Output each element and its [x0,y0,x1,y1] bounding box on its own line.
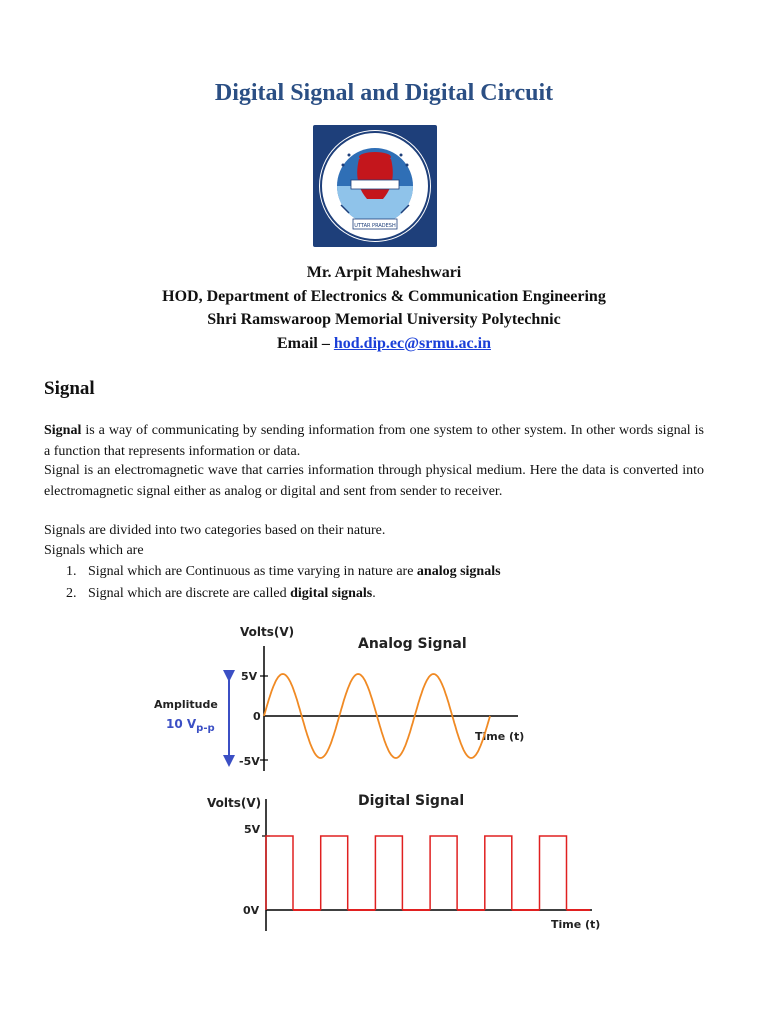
university-logo [313,125,437,247]
signal-term: Signal [44,423,82,438]
analog-ylabel: Volts(V) [240,625,295,639]
author-institution: Shri Ramswaroop Memorial University Polytechnic [207,311,561,328]
email-label: Email – [276,334,334,352]
amplitude-label: Amplitude [154,698,218,711]
analog-tick-label-0: 0 [253,710,261,723]
signal-types-list [44,561,501,605]
digital-pulse [540,836,567,910]
analog-tick-label-5v: 5V [241,670,258,683]
list-item-number: 2. [66,586,77,601]
digital-xlabel: Time (t) [551,918,601,931]
digital-title: Digital Signal [358,793,465,809]
digital-pulse [485,836,512,910]
amplitude-value-sub: p-p [196,723,215,734]
list-item-bold: digital signals [290,586,373,601]
paragraph-electromagnetic: Signal is an electromagnetic wave that carries information through physical medium. Here the data is converted into electromagnetic signal either as analog or digital and sent from sender to receiver. [44,463,704,499]
analog-signal-figure [140,618,620,783]
list-item-text: Signal which are discrete are called [88,586,291,601]
author-name: Mr. Arpit Maheshwari [306,264,462,281]
digital-signal-chart [140,785,620,935]
amplitude-value [166,717,215,734]
list-item-tail: . [372,586,376,601]
analog-title: Analog Signal [358,636,467,652]
digital-square-wave [266,836,590,910]
digital-tick-label-5v: 5V [244,823,261,836]
section-heading-signal: Signal [44,378,95,399]
author-block [0,261,768,355]
digital-tick-label-0v: 0V [243,904,260,917]
digital-signal-figure [140,785,620,935]
list-item [44,561,501,583]
author-designation: HOD, Department of Electronics & Communication Engineering [162,287,606,305]
paragraph-categories: Signals are divided into two categories based on their nature. [44,523,386,538]
digital-pulse [375,836,402,910]
digital-pulse [266,836,293,910]
signal-definition-text: is a way of communicating by sending information from one system to other system. In other words signal is a function that represents information or data. [44,423,704,459]
analog-signal-chart [140,618,620,783]
paragraph-signal-definition [44,421,704,462]
list-item-text: Signal which are Continuous as time varying in nature are [88,564,417,579]
list-item-number: 1. [66,564,77,579]
paragraph-signals-which-are: Signals which are [44,543,144,558]
analog-xlabel: Time (t) [475,730,525,743]
digital-pulse [430,836,457,910]
digital-ylabel: Volts(V) [207,796,262,810]
analog-tick-label-neg5v: -5V [239,755,260,768]
document-title: Digital Signal and Digital Circuit [214,80,554,106]
logo-ribbon-text: UTTAR PRADESH [354,223,396,229]
email-link[interactable]: hod.dip.ec@srmu.ac.in [333,334,491,352]
amplitude-value-main: 10 V [166,717,197,731]
author-email-line [0,332,768,356]
list-item [44,583,501,605]
list-item-bold: analog signals [416,564,501,579]
digital-pulse [321,836,348,910]
